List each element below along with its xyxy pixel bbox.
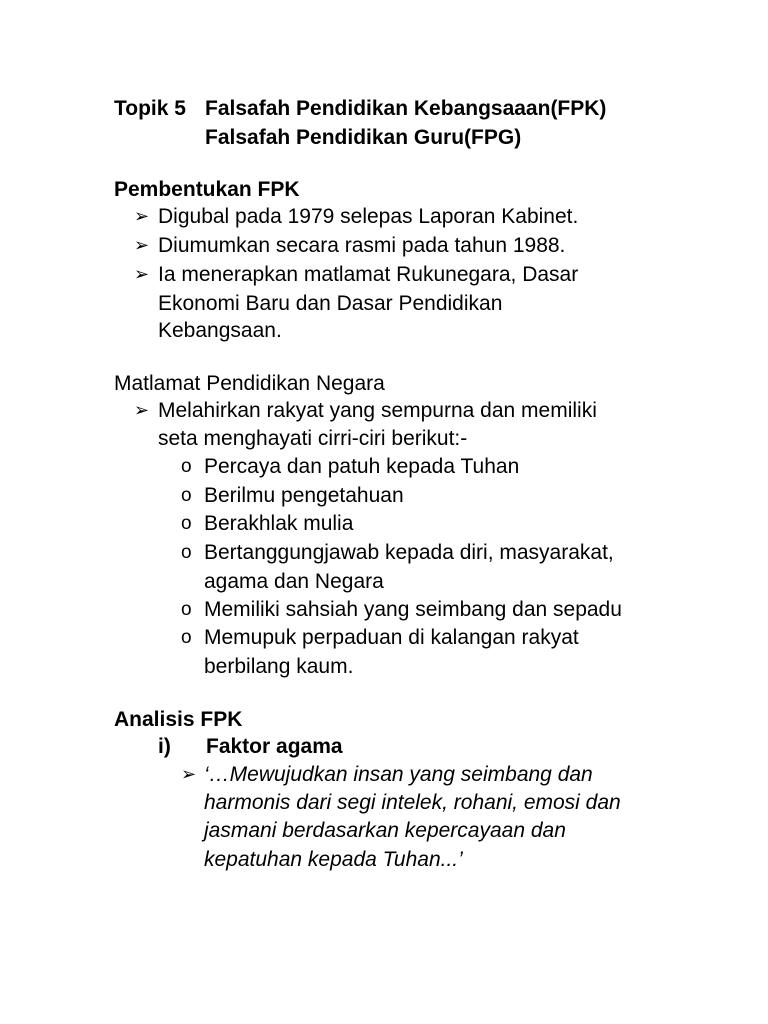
list-item: Digubal pada 1979 selepas Laporan Kabinet. xyxy=(158,205,579,228)
title-line-2: Falsafah Pendidikan Guru(FPG) xyxy=(205,126,522,149)
list-item-line: Melahirkan rakyat yang sempurna dan memiliki xyxy=(158,399,597,422)
circle-bullet-icon: o xyxy=(181,485,192,506)
quote-line: jasmani berdasarkan kepercayaan dan xyxy=(204,819,566,842)
section-heading-matlamat: Matlamat Pendidikan Negara xyxy=(114,372,385,395)
section-heading-pembentukan: Pembentukan FPK xyxy=(114,178,300,201)
sub-list-item-line: agama dan Negara xyxy=(204,570,384,593)
circle-bullet-icon: o xyxy=(181,456,192,477)
list-item-line: Kebangsaan. xyxy=(158,319,282,342)
section-heading-analisis: Analisis FPK xyxy=(114,708,243,731)
quote-line: ‘…Mewujudkan insan yang seimbang dan xyxy=(204,763,593,786)
sub-list-item: Berilmu pengetahuan xyxy=(204,484,404,507)
circle-bullet-icon: o xyxy=(181,627,192,648)
arrow-bullet-icon: ➢ xyxy=(134,264,150,284)
circle-bullet-icon: o xyxy=(181,599,192,620)
quote-line: harmonis dari segi intelek, rohani, emosi dan xyxy=(204,791,621,814)
sub-list-item-line: Memupuk perpaduan di kalangan rakyat xyxy=(204,626,579,649)
topic-label: Topik 5 xyxy=(114,97,186,120)
sub-list-item: Memiliki sahsiah yang seimbang dan sepadu xyxy=(204,598,622,621)
factor-number: i) xyxy=(158,735,171,758)
list-item-line: seta menghayati cirri-ciri berikut:- xyxy=(158,427,468,450)
factor-title: Faktor agama xyxy=(206,735,343,758)
list-item: Diumumkan secara rasmi pada tahun 1988. xyxy=(158,234,566,257)
circle-bullet-icon: o xyxy=(181,513,192,534)
arrow-bullet-icon: ➢ xyxy=(134,235,150,255)
sub-list-item-line: berbilang kaum. xyxy=(204,655,354,678)
sub-list-item: Berakhlak mulia xyxy=(204,512,354,535)
arrow-bullet-icon: ➢ xyxy=(134,400,150,420)
sub-list-item: Percaya dan patuh kepada Tuhan xyxy=(204,455,520,478)
title-line-1: Falsafah Pendidikan Kebangsaaan(FPK) xyxy=(205,97,607,120)
quote-line: kepatuhan kepada Tuhan...’ xyxy=(204,848,463,871)
circle-bullet-icon: o xyxy=(181,542,192,563)
sub-list-item-line: Bertanggungjawab kepada diri, masyarakat, xyxy=(204,541,614,564)
list-item-line: Ia menerapkan matlamat Rukunegara, Dasar xyxy=(158,263,579,286)
arrow-bullet-icon: ➢ xyxy=(134,206,150,226)
list-item-line: Ekonomi Baru dan Dasar Pendidikan xyxy=(158,292,503,315)
arrow-bullet-icon: ➢ xyxy=(181,764,197,784)
